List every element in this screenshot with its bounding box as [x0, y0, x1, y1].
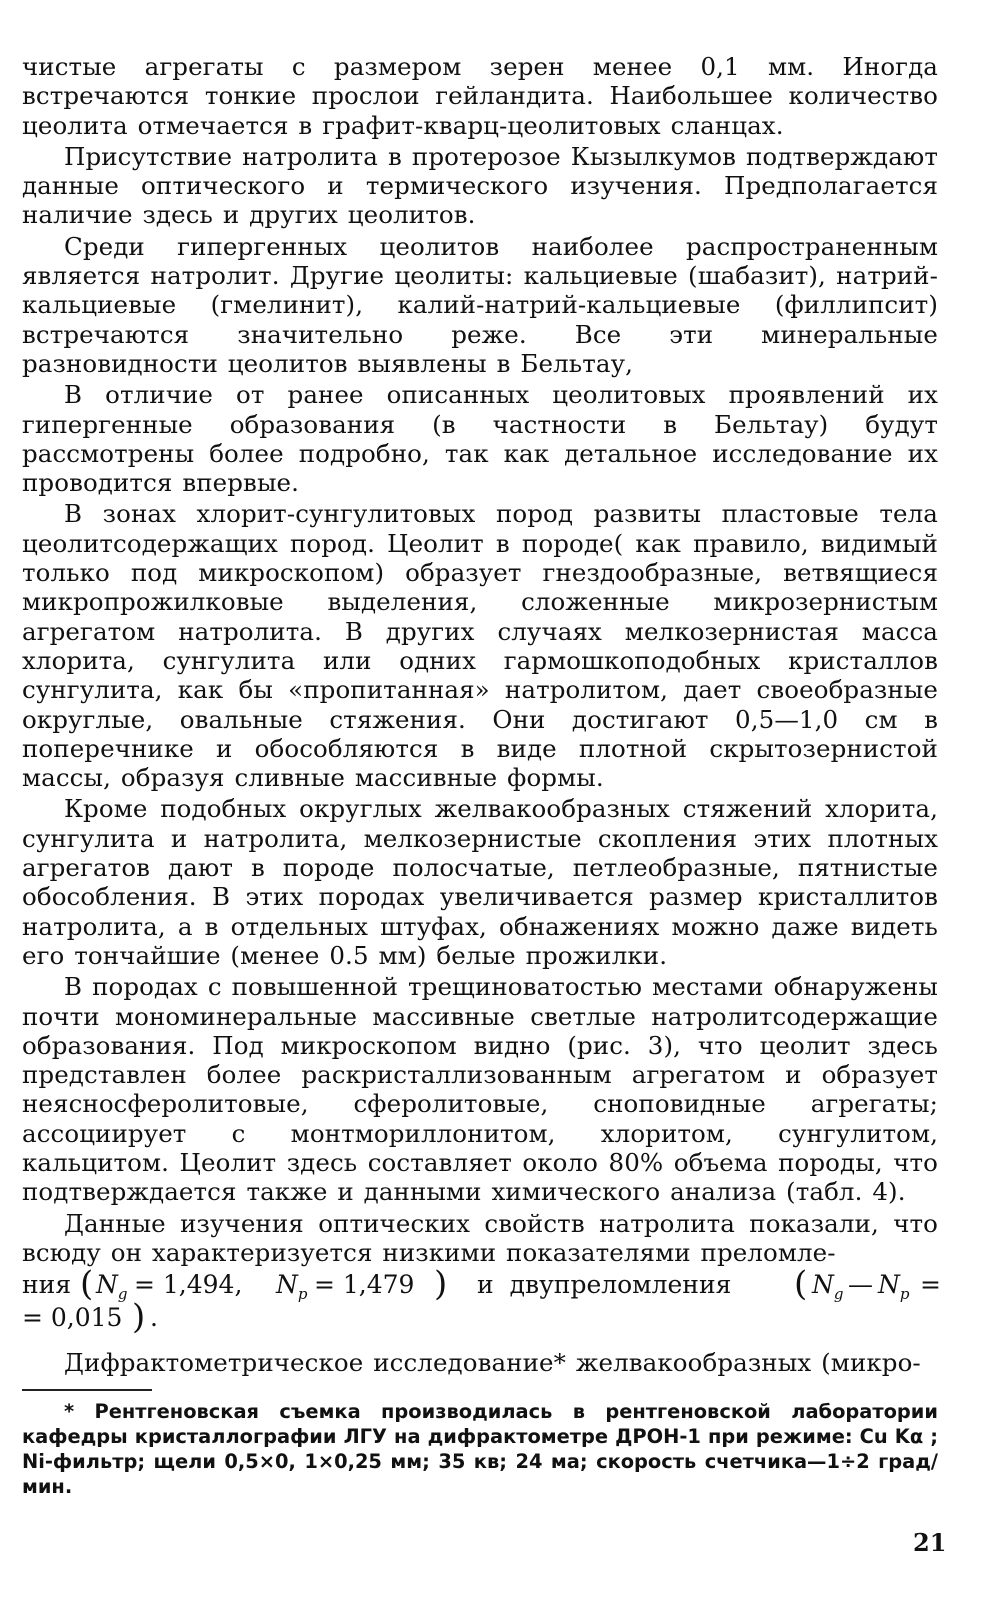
paragraph-4: В отличие от ранее описанных цеолитовых проявлений их гипергенные образования (в частности в Бельтау) будут рассмотрены более подробно, так как детальное исследование их проводится впервые. — [22, 380, 938, 498]
diff-ng-symbol: $N_g$ — [812, 1270, 844, 1304]
result-close-paren: ) — [132, 1297, 146, 1338]
page-number: 21 — [913, 1528, 947, 1557]
diff-open-paren: ( — [794, 1264, 808, 1305]
paragraph-7: В породах с повышенной трещиноватостью местами обнаружены почти мономинеральные массивные светлые натролитсодержащие образования. Под микроскопом видно (рис. 3), что цеолит здесь представлен более раскристаллизованным агрегатом и образует неясносферолитовые, сферолитовые, сноповидные агрегаты; ассоциирует с монтмориллонитом, хлоритом, сунгулитом, кальцитом. Цеолит здесь составляет около 80% объема породы, что подтверждается также и данными химического анализа (табл. 4). — [22, 972, 938, 1207]
np-value: = 1,479 — [314, 1270, 415, 1300]
paragraph-8: Данные изучения оптических свойств натролита показали, что всюду он характеризуется низкими показателями преломле- — [22, 1208, 938, 1267]
formula-close-paren: ) — [434, 1264, 448, 1305]
paragraph-3: Среди гипергенных цеолитов наиболее распространенным является натролит. Другие цеолиты: кальциевые (шабазит), натрий-кальциевые (гмелинит), калий-натрий-кальциевые (филлипсит) встречаются значительно реже. Все эти минеральные разновидности цеолитов выявлены в Бельтау, — [22, 231, 938, 378]
formula-line-2: = 0,015 ) . — [22, 1297, 158, 1338]
diff-np-symbol: $N_p$ — [878, 1270, 910, 1304]
paragraph-5: В зонах хлорит-сунгулитовых пород развиты пластовые тела цеолитсодержащих пород. Цеолит в породе( как правило, видимый только под микроскопом) образует гнездообразные, ветвящиеся микропрожилковые выделения, сложенные микрозернистым агрегатом натролита. В других случаях мелкозернистая масса хлорита, сунгулита или одних гармошкоподобных кристаллов сунгулита, как бы «пропитанная» натролитом, дает своеобразные округлые, овальные стяжения. Они достигают 0,5—1,0 см в поперечнике и обособляются в виде плотной скрытозернистой массы, образуя сливные массивные формы. — [22, 499, 938, 793]
formula-open-paren: ( — [80, 1264, 94, 1305]
np-symbol: $N_p$ — [276, 1270, 308, 1304]
footnote-text: * Рентгеновская съемка производилась в рентгеновской лаборатории кафедры кристаллографии ЛГУ на дифрактометре ДРОН-1 при режиме: Cu Kα ; Ni-фильтр; щели 0,5×0, 1×0,25 мм; 35 кв; 24 ма; скорость счетчика—1÷2 град/мин. — [22, 1400, 938, 1499]
diff-eq: = — [920, 1270, 941, 1300]
formula-line-1 — [22, 1264, 941, 1305]
paragraph-1: чистые агрегаты с размером зерен менее 0,1 мм. Иногда встречаются тонкие прослои гейландита. Наибольшее количество цеолита отмечается в графит-кварц-цеолитовых сланцах. — [22, 52, 938, 140]
paragraph-2: Присутствие натролита в протерозое Кызылкумов подтверждают данные оптического и термического изучения. Предполагается наличие здесь и других цеолитов. — [22, 141, 938, 230]
diff-minus: — — [848, 1270, 873, 1300]
paragraph-9: Дифрактометрическое исследование* желвакообразных (микро- — [64, 1348, 921, 1378]
page-body — [22, 52, 941, 1499]
ng-symbol: $N_g$ — [96, 1270, 128, 1304]
paragraph-6: Кроме подобных округлых желвакообразных стяжений хлорита, сунгулита и натролита, мелкозернистые скопления этих плотных агрегатов дают в породе полосчатые, петлеобразные, пятнистые обособления. В этих породах увеличивается размер кристаллитов натролита, а в отдельных штуфах, обнажениях можно даже видеть его тончайшие (менее 0.5 мм) белые прожилки. — [22, 794, 938, 970]
formula-connector: и двупреломления — [477, 1270, 732, 1300]
formula-result: = 0,015 — [22, 1303, 123, 1333]
footnote-divider — [22, 1389, 152, 1391]
formula-start-text: ния — [22, 1270, 72, 1300]
ng-value: = 1,494, — [134, 1270, 243, 1300]
